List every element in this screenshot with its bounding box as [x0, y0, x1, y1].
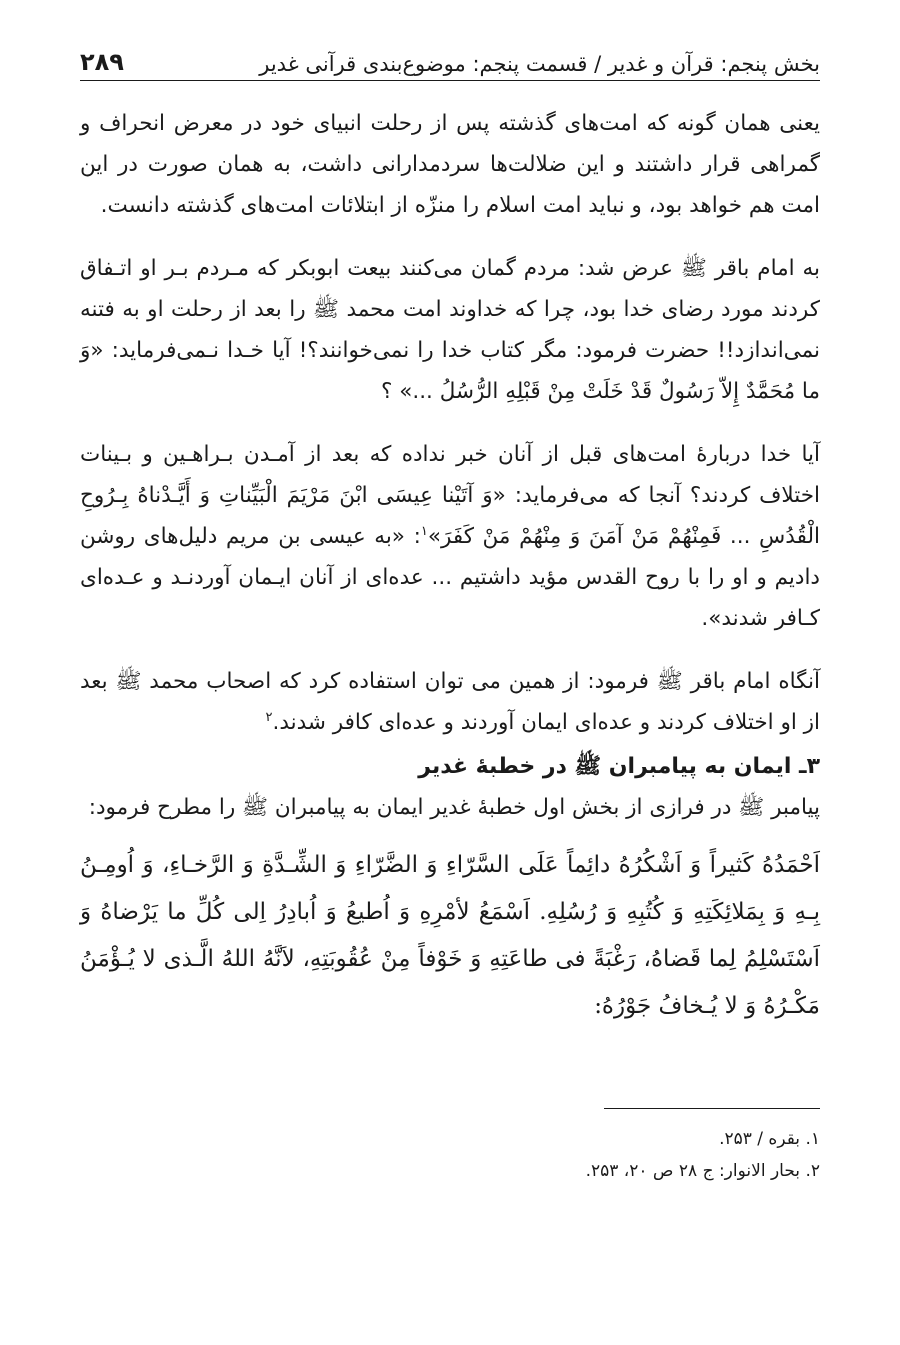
header-title: بخش پنجم: قرآن و غدیر / قسمت پنجم: موضوع‌بندی قرآنی غدیر	[259, 52, 820, 76]
paragraph-3	[80, 434, 820, 639]
footnote-divider	[604, 1108, 820, 1109]
paragraph-1: یعنی همان گونه که امت‌های گذشته پس از رحلت انبیای خود در معرض انحراف و گمراهی قرار داشتند و این ضلالت‌ها سردمدارانی داشت، به همان صورت در این امت هم خواهد بود، و نباید امت اسلام را منزّه از ابتلائات امت‌های گذشته دانست.	[80, 111, 820, 218]
paragraph-3-main: آیا خدا دربارهٔ امت‌های قبل از آنان خبر نداده که بعد از آمـدن بـراهـین و بـینات اختلاف کردند؟ آنجا که می‌فرماید: «وَ آتَیْنا عِیسَی ابْنَ مَرْیَمَ الْبَیِّناتِ وَ أَیَّـدْناهُ بِـرُوحِ الْقُدُسِ ... فَمِنْهُمْ مَنْ آمَنَ وَ مِنْهُمْ مَنْ کَفَرَ»	[80, 442, 820, 549]
footnote-ref-1[interactable]: ۱	[420, 523, 428, 539]
running-header	[80, 28, 820, 81]
book-page	[80, 28, 820, 1187]
page-number: ۲۸۹	[80, 48, 124, 76]
paragraph-3-tail: : «به عیسی بن مریم دلیل‌های روشن دادیم و او را با روح القدس مؤید داشتیم ... عده‌ای از آنان ایـمان آوردنـد و عـده‌ای کـافر شدند».	[80, 524, 820, 631]
footnote-2: ۲. بحار الانوار: ج ۲۸ ص ۲۰، ۲۵۳.	[585, 1161, 820, 1181]
paragraph-4	[80, 661, 820, 743]
section-intro: پیامبر ﷺ در فرازی از بخش اول خطبهٔ غدیر ایمان به پیامبران ﷺ را مطرح فرمود:	[88, 795, 820, 820]
section-heading: ۳ـ ایمان به پیامبران ﷺ در خطبهٔ غدیر	[418, 754, 820, 779]
paragraph-2: به امام باقر ﷺ عرض شد: مردم گمان می‌کنند بیعت ابوبکر که مـردم بـر او اتـفاق کردند مورد رضای خدا بود، چرا که خداوند امت محمد ﷺ را بعد از رحلت او به فتنه نمی‌اندازد!! حضرت فرمود: مگر کتاب خدا را نمی‌خوانند؟! آیا خـدا نـمی‌فرماید: «وَ ما مُحَمَّدٌ إِلاّ رَسُولٌ قَدْ خَلَتْ مِنْ قَبْلِهِ الرُّسُلُ ...» ؟	[80, 256, 820, 404]
footnotes	[80, 1123, 820, 1187]
footnote-1: ۱. بقره / ۲۵۳.	[719, 1129, 820, 1149]
arabic-sermon-text: اَحْمَدُهُ کَثیراً وَ اَشْکُرُهُ دائِماً عَلَی السَّرّاءِ وَ الضَّرّاءِ وَ الشِّـدَّةِ وَ الرَّخـاءِ، وَ اُومِـنُ بِـهِ وَ بِمَلائِکَتِهِ وَ کُتُبِهِ وَ رُسُلِهِ. اَسْمَعُ لأمْرِهِ وَ اُطیعُ وَ اُبادِرُ اِلی کُلِّ ما یَرْضاهُ وَ اَسْتَسْلِمُ لِما قَضاهُ، رَغْبَةً فی طاعَتِهِ وَ خَوْفاً مِنْ عُقُوبَتِهِ، لاَنَّهُ اللهُ الَّـذی لا یُـؤْمَنُ مَکْـرُهُ وَ لا یُـخافُ جَوْرُهُ:	[80, 852, 820, 1019]
paragraph-4-main: آنگاه امام باقر ﷺ فرمود: از همین می توان استفاده کرد که اصحاب محمد ﷺ بعد از او اختلاف کردند و عده‌ای ایمان آوردند و عده‌ای کافر شدند.	[80, 669, 820, 735]
footnote-ref-2[interactable]: ۲	[265, 709, 273, 725]
page-body	[80, 103, 820, 1187]
